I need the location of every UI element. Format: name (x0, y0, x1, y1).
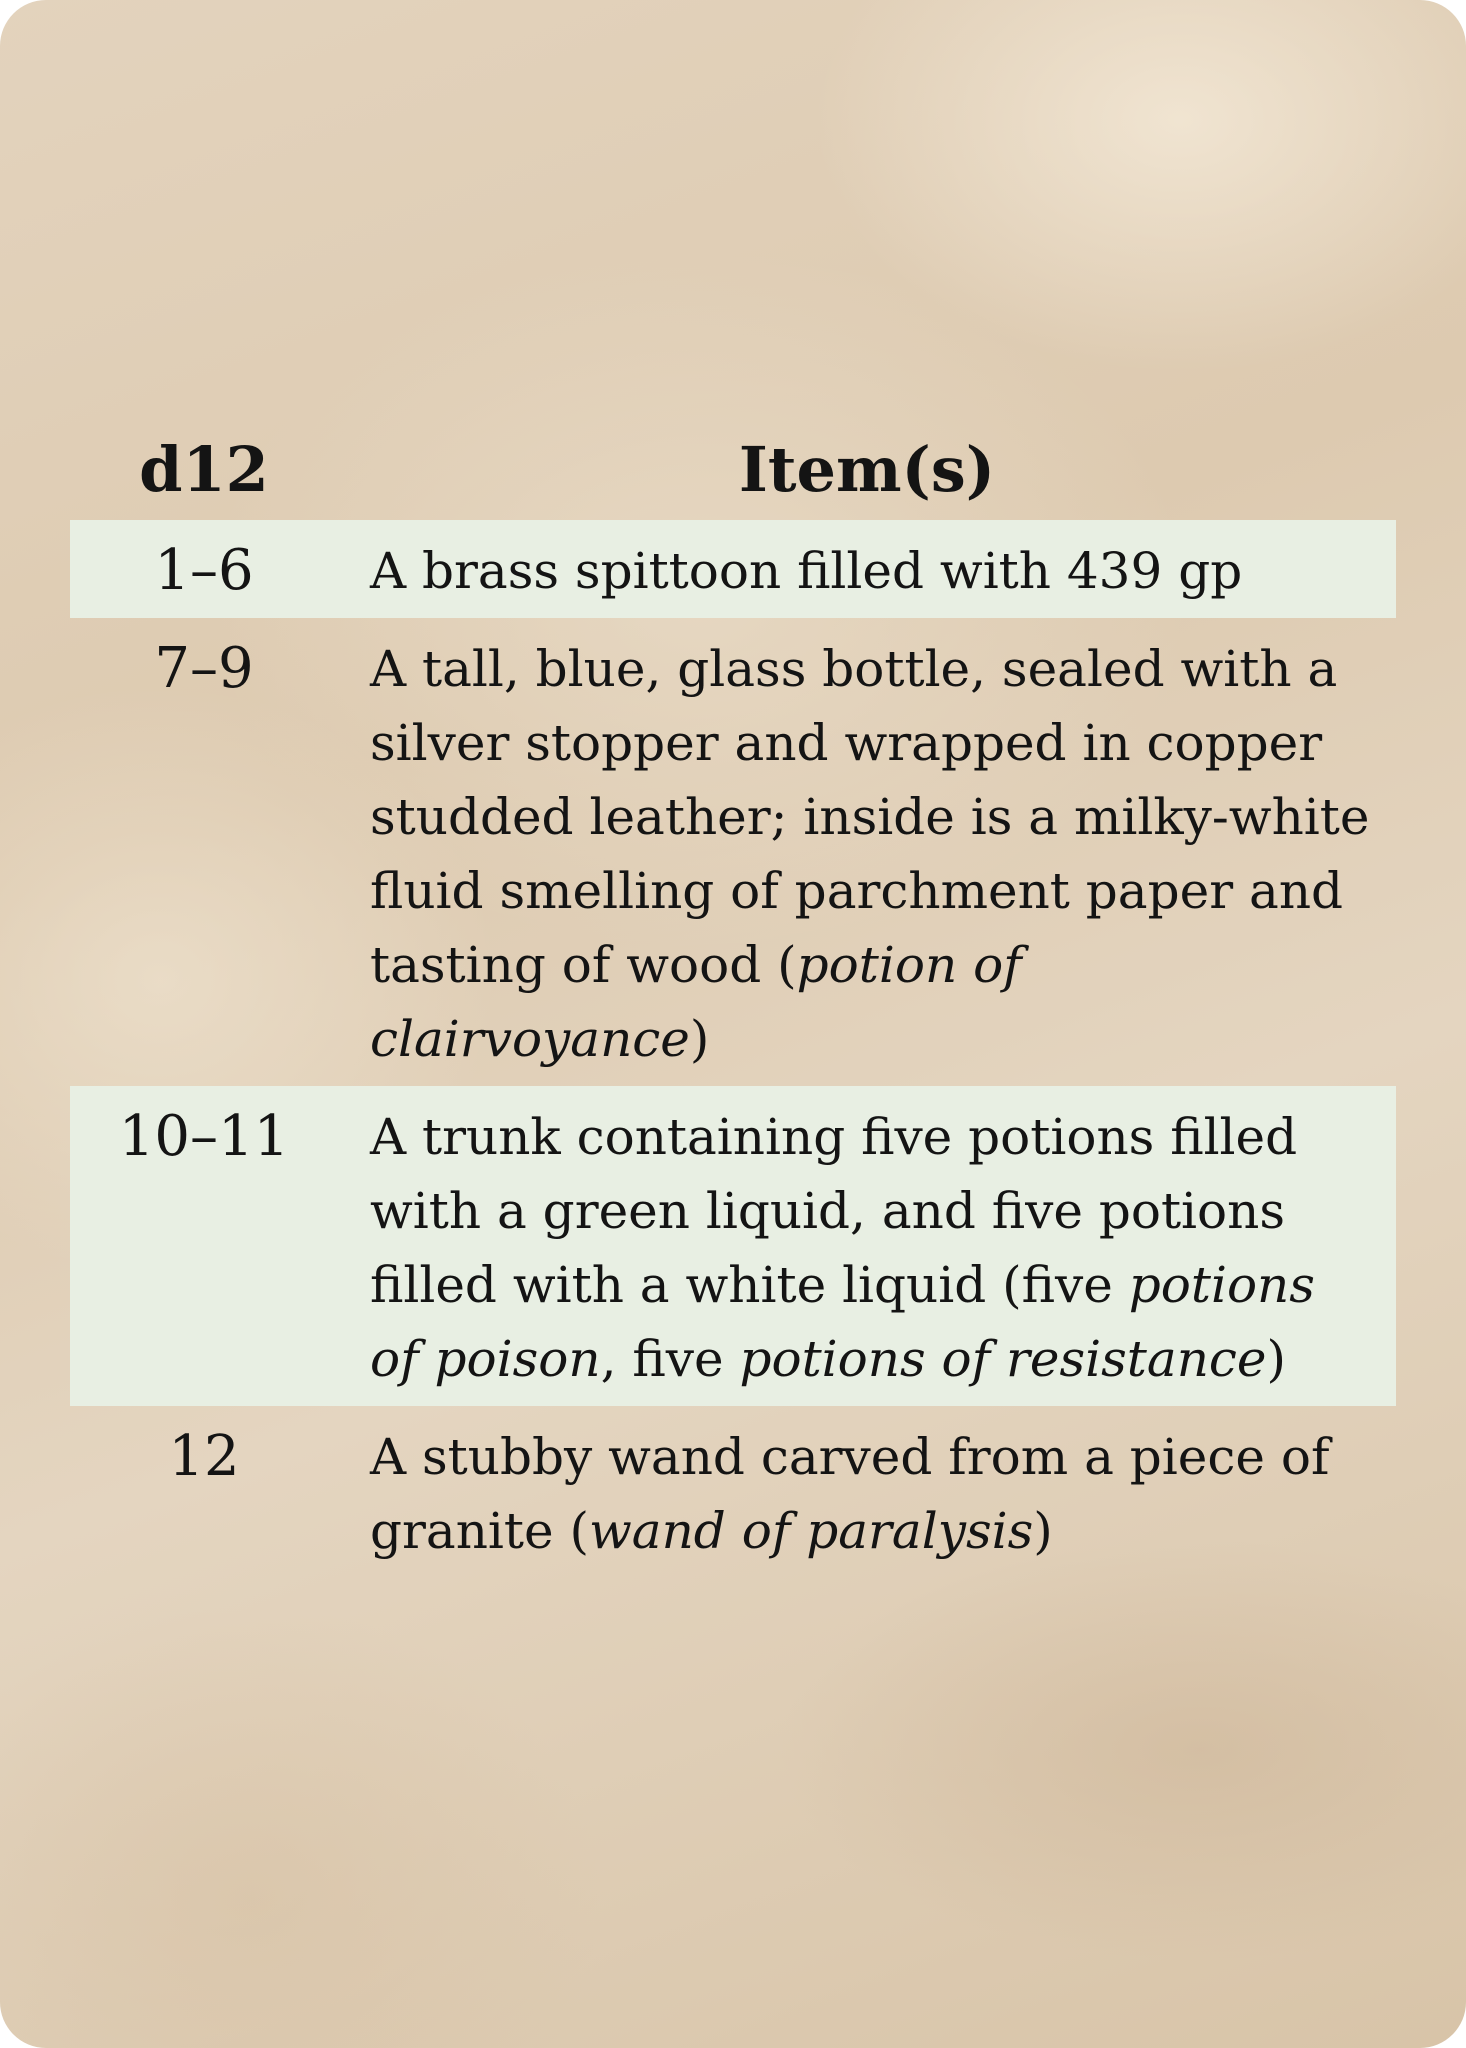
magic-item-name: potion of clairvoyance (370, 936, 1022, 1068)
roll-value: 7–9 (154, 636, 254, 701)
table-row (70, 1086, 1396, 1406)
item-description: A brass spittoon filled with 439 gp (370, 542, 1243, 600)
roll-value: 12 (168, 1424, 240, 1489)
item-description: A tall, blue, glass bottle, sealed with a silver stopper and wrapped in copper studded leather; inside is a milky-white fluid smelling of parchment paper and tasting of wood (potion of clairvoyance) (370, 640, 1370, 1068)
table-row (70, 1406, 1396, 1578)
item-description: A stubby wand carved from a piece of granite (wand of paralysis) (370, 1428, 1330, 1560)
item-description: A trunk containing five potions filled with a green liquid, and five potions filled with a white liquid (five potions of poison, five potions of resistance) (370, 1108, 1315, 1388)
table-header (70, 420, 1396, 520)
header-roll: d12 (139, 433, 269, 506)
table-row (70, 520, 1396, 618)
magic-item-name: potions of resistance (739, 1330, 1267, 1388)
magic-item-name: potions of poison (370, 1256, 1315, 1388)
magic-item-name: wand of paralysis (589, 1502, 1034, 1560)
header-items: Item(s) (738, 433, 996, 506)
d12-item-table (70, 420, 1396, 1578)
table-row (70, 618, 1396, 1086)
roll-value: 10–11 (118, 1104, 290, 1169)
roll-value: 1–6 (154, 538, 254, 603)
